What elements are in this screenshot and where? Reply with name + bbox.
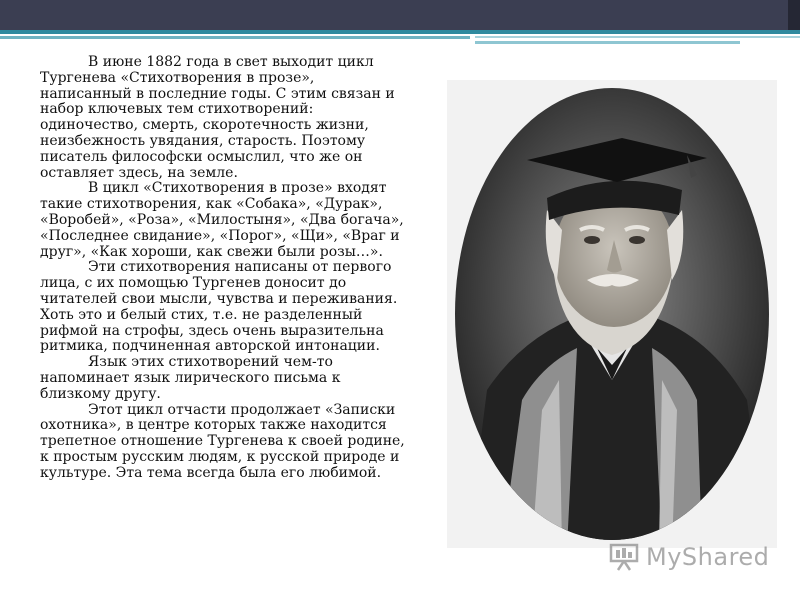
presentation-board-icon	[608, 542, 642, 572]
header-accent-line	[0, 30, 800, 34]
header-accent-line-left	[0, 36, 470, 39]
paragraph-2: В цикл «Стихотворения в прозе» входят такие стихотворения, как «Собака», «Дурак», «Воробей», «Роза», «Милостыня», «Два богача», «Последнее свидание», «Порог», «Щи», «Враг и друг», «Как хороши, как свежи были розы…».	[40, 180, 404, 260]
header-accent-line-right-top	[475, 36, 800, 38]
paragraph-5: Этот цикл отчасти продолжает «Записки охотника», в центре которых также находится трепетное отношение Тургенева к своей родине, к простым русским людям, к русской природе и культуре. Эта тема всегда была его любимой.	[40, 401, 405, 481]
body-text	[40, 55, 410, 482]
watermark	[608, 540, 778, 574]
paragraph-3: Эти стихотворения написаны от первого лица, с их помощью Тургенев доносит до читателей свои мысли, чувства и переживания. Хоть это и белый стих, т.е. не разделенный рифмой на строфы, здесь очень выразительна ритмика, подчиненная авторской интонации.	[40, 259, 398, 355]
watermark-text: MyShared	[646, 543, 770, 571]
header-band	[0, 0, 800, 30]
paragraph-1: В июне 1882 года в свет выходит цикл Тургенева «Стихотворения в прозе», написанный в последние годы. С этим связан и набор ключевых тем стихотворений: одиночество, смерть, скоротечность жизни, неизбежность увядания, старость. Поэтому писатель философски осмыслил, что же он оставляет здесь, на земле.	[40, 54, 395, 181]
header-band-corner	[788, 0, 800, 30]
header-accent-line-right	[475, 41, 740, 44]
paragraph-4: Язык этих стихотворений чем-то напоминает язык лирического письма к близкому другу.	[40, 354, 341, 402]
portrait-image	[447, 80, 777, 548]
